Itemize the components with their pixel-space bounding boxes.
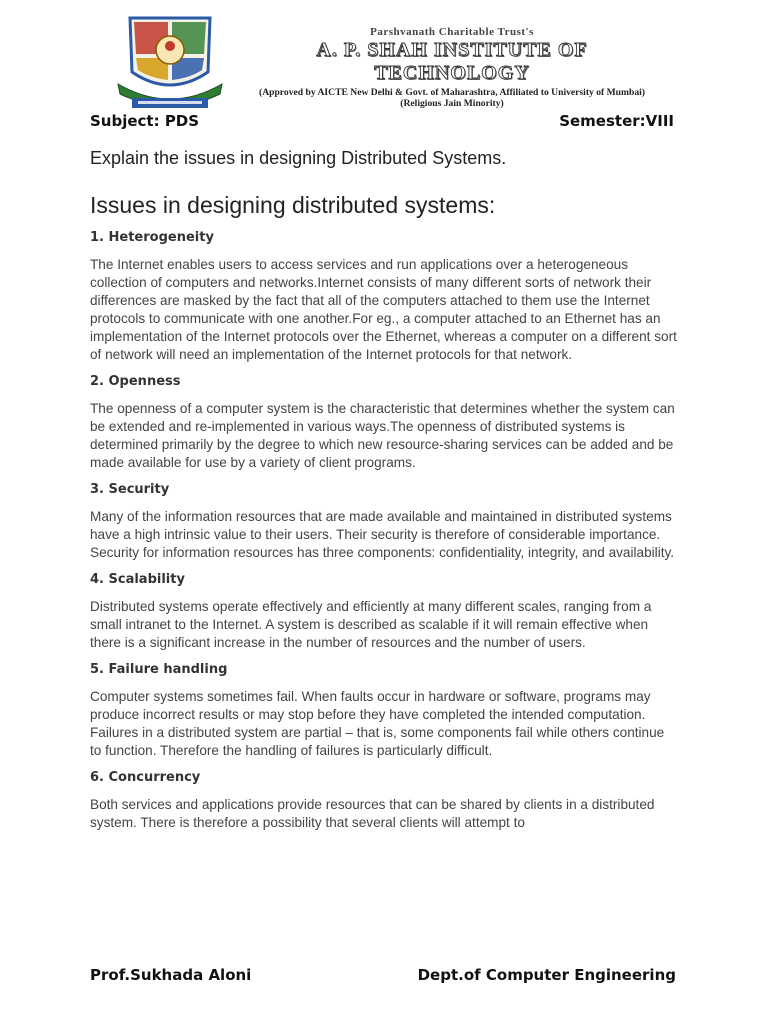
section-text: The openness of a computer system is the characteristic that determines whether the system can be extended and re-implemented in various ways.The openness of distributed systems is determined primarily by the degree to which new resource-sharing services can be added and be made available for use by a variety of client programs. [90, 401, 675, 470]
section-openness [90, 373, 678, 472]
section-concurrency [90, 769, 678, 832]
main-title: Issues in designing distributed systems: [90, 192, 496, 218]
section-text: Both services and applications provide resources that can be shared by clients in a distributed system. There is therefore a possibility that several clients will attempt to [90, 797, 655, 830]
section-title: 4. Scalability [90, 572, 185, 587]
institute-crest-logo-icon [112, 14, 228, 112]
subject-label: Subject: PDS [90, 112, 200, 130]
semester-label: Semester:VIII [559, 112, 674, 130]
section-failure-handling [90, 661, 678, 760]
section-scalability [90, 571, 678, 652]
section-title: 5. Failure handling [90, 662, 228, 677]
section-title: 1. Heterogeneity [90, 230, 214, 245]
approval-note: (Approved by AICTE New Delhi & Govt. of Maharashtra, Affiliated to University of Mumbai) [259, 87, 645, 98]
footer-author: Prof.Sukhada Aloni [90, 966, 252, 984]
section-security [90, 481, 678, 562]
trust-name: Parshvanath Charitable Trust's [370, 26, 534, 38]
section-title: 6. Concurrency [90, 770, 201, 785]
question-text: Explain the issues in designing Distributed Systems. [90, 148, 507, 168]
section-text: Computer systems sometimes fail. When faults occur in hardware or software, programs may produce incorrect results or may stop before they have completed the intended computation. Failures in a distributed system are partial – that is, some components fail while others continue to function. Therefore the handling of failures is particularly difficult. [90, 689, 665, 758]
footer-department: Dept.of Computer Engineering [417, 966, 676, 984]
section-title: 3. Security [90, 482, 170, 497]
section-title: 2. Openness [90, 374, 181, 389]
page-header [112, 10, 672, 110]
institute-block [242, 26, 662, 109]
minority-note: (Religious Jain Minority) [400, 98, 504, 109]
section-text: The Internet enables users to access services and run applications over a heterogeneous collection of computers and networks.Internet consists of many different sorts of network their differences are masked by the fact that all of the computers attached to them use the Internet protocols to communicate with one another.For eg., a computer attached to an Ethernet has an implementation of the Internet protocols over the Ethernet, whereas a computer on a different sort of network will need an implementation of the Internet protocols for that network. [90, 257, 677, 362]
section-heterogeneity [90, 229, 678, 364]
section-text: Many of the information resources that are made available and maintained in distributed systems have a high intrinsic value to their users. Their security is therefore of considerable importance. Security for information resources has three components: confidentiality, integrity, and availability. [90, 509, 675, 560]
institute-name: A. P. SHAH INSTITUTE OF TECHNOLOGY [316, 39, 588, 84]
document-body [90, 229, 678, 841]
section-text: Distributed systems operate effectively and efficiently at many different scales, ranging from a small intranet to the Internet. A system is described as scalable if it will remain effective when there is a significant increase in the number of resources and the number of users. [90, 599, 652, 650]
